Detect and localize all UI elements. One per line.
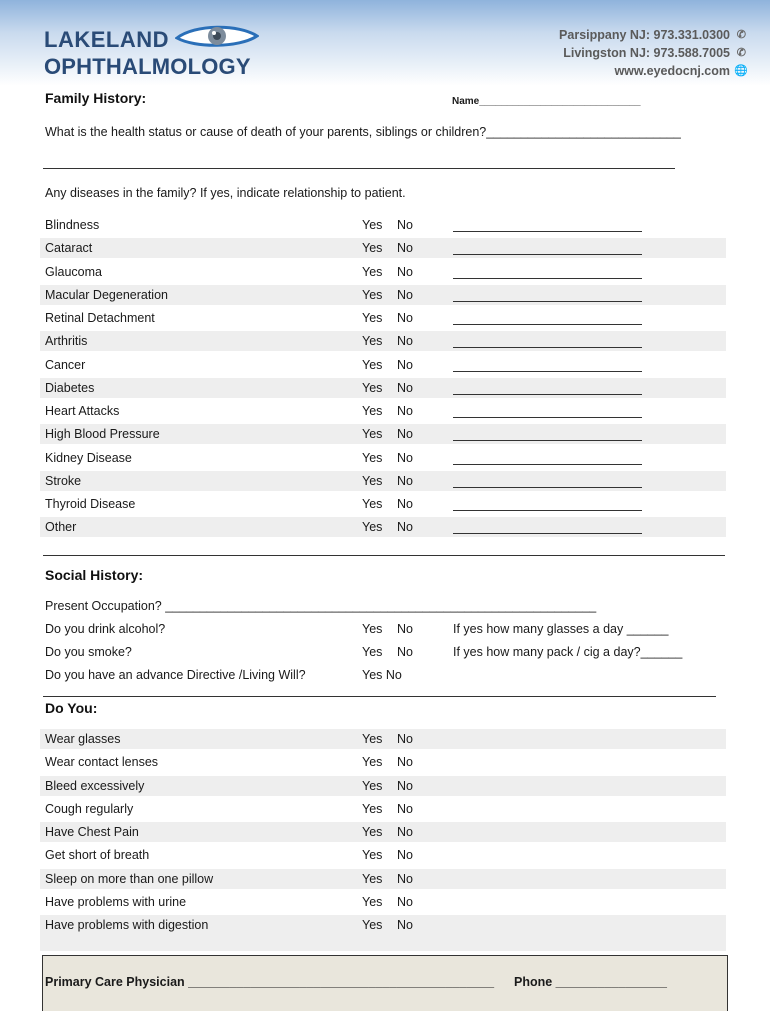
family-condition-label: Thyroid Disease <box>45 497 136 511</box>
row-shading <box>40 378 726 398</box>
yes-option[interactable]: Yes <box>362 520 383 534</box>
phone-parsippany: Parsippany NJ: 973.331.0300 <box>559 28 730 42</box>
directive-yes-no-options[interactable]: Yes No <box>362 668 402 682</box>
yes-option[interactable]: Yes <box>362 451 383 465</box>
yes-option[interactable]: Yes <box>362 895 383 909</box>
no-option[interactable]: No <box>397 520 413 534</box>
relationship-blank[interactable] <box>453 253 642 255</box>
yes-option[interactable]: Yes <box>362 872 383 886</box>
family-condition-label: Glaucoma <box>45 265 102 279</box>
yes-option[interactable]: Yes <box>362 381 383 395</box>
no-option[interactable]: No <box>397 427 413 441</box>
row-shading <box>40 822 726 842</box>
no-option[interactable]: No <box>397 497 413 511</box>
no-option[interactable]: No <box>397 381 413 395</box>
globe-icon: 🌐 <box>734 65 748 77</box>
letterhead <box>0 0 770 86</box>
yes-option[interactable]: Yes <box>362 474 383 488</box>
no-option[interactable]: No <box>397 474 413 488</box>
row-shading <box>40 331 726 351</box>
yes-option[interactable]: Yes <box>362 218 383 232</box>
yes-option[interactable]: Yes <box>362 265 383 279</box>
family-condition-label: Retinal Detachment <box>45 311 155 325</box>
no-option[interactable]: No <box>397 825 413 839</box>
yes-option[interactable]: Yes <box>362 732 383 746</box>
family-condition-label: Heart Attacks <box>45 404 120 418</box>
no-option[interactable]: No <box>397 451 413 465</box>
occupation-field[interactable]: Present Occupation? ______________________________________________________________ <box>45 599 597 613</box>
do-you-item-label: Get short of breath <box>45 848 150 862</box>
logo-text-line1: LAKELAND <box>44 26 169 52</box>
family-condition-label: Stroke <box>45 474 82 488</box>
do-you-item-label: Cough regularly <box>45 802 134 816</box>
relationship-blank[interactable] <box>453 463 642 465</box>
no-option[interactable]: No <box>397 265 413 279</box>
family-condition-label: Diabetes <box>45 381 95 395</box>
smoke-followup-field[interactable]: If yes how many pack / cig a day?______ <box>453 645 683 659</box>
phone-field[interactable]: Phone ________________ <box>514 975 667 989</box>
family-condition-label: Other <box>45 520 77 534</box>
alcohol-no-option[interactable]: No <box>397 622 413 636</box>
do-you-title: Do You: <box>45 700 98 716</box>
yes-option[interactable]: Yes <box>362 427 383 441</box>
no-option[interactable]: No <box>397 755 413 769</box>
directive-question: Do you have an advance Directive /Living Will? <box>45 668 306 682</box>
relationship-blank[interactable] <box>453 300 642 302</box>
practice-logo <box>44 24 259 79</box>
answer-line[interactable] <box>43 167 675 169</box>
no-option[interactable]: No <box>397 732 413 746</box>
social-history-title: Social History: <box>45 567 144 583</box>
no-option[interactable]: No <box>397 241 413 255</box>
smoke-yes-option[interactable]: Yes <box>362 645 383 659</box>
alcohol-followup-field[interactable]: If yes how many glasses a day ______ <box>453 622 669 636</box>
family-condition-label: High Blood Pressure <box>45 427 160 441</box>
yes-option[interactable]: Yes <box>362 334 383 348</box>
do-you-item-label: Sleep on more than one pillow <box>45 872 214 886</box>
yes-option[interactable]: Yes <box>362 404 383 418</box>
no-option[interactable]: No <box>397 918 413 932</box>
yes-option[interactable]: Yes <box>362 918 383 932</box>
relationship-blank[interactable] <box>453 323 642 325</box>
section-divider <box>43 695 716 697</box>
family-condition-label: Cataract <box>45 241 93 255</box>
primary-care-physician-field[interactable]: Primary Care Physician ____________________________________________ <box>45 975 495 989</box>
no-option[interactable]: No <box>397 218 413 232</box>
family-history-title: Family History: <box>45 90 147 106</box>
relationship-blank[interactable] <box>453 416 642 418</box>
no-option[interactable]: No <box>397 311 413 325</box>
yes-option[interactable]: Yes <box>362 848 383 862</box>
relationship-blank[interactable] <box>453 393 642 395</box>
phone-icon: ✆ <box>736 29 746 41</box>
alcohol-question: Do you drink alcohol? <box>45 622 166 636</box>
yes-option[interactable]: Yes <box>362 358 383 372</box>
do-you-item-label: Bleed excessively <box>45 779 145 793</box>
name-field[interactable]: Name_____________________________ <box>452 96 641 107</box>
family-condition-label: Kidney Disease <box>45 451 132 465</box>
smoke-question: Do you smoke? <box>45 645 132 659</box>
alcohol-yes-option[interactable]: Yes <box>362 622 383 636</box>
do-you-item-label: Wear glasses <box>45 732 121 746</box>
no-option[interactable]: No <box>397 779 413 793</box>
no-option[interactable]: No <box>397 872 413 886</box>
smoke-no-option[interactable]: No <box>397 645 413 659</box>
phone-livingston: Livingston NJ: 973.588.7005 <box>563 46 730 60</box>
no-option[interactable]: No <box>397 334 413 348</box>
eye-icon <box>175 24 259 55</box>
no-option[interactable]: No <box>397 895 413 909</box>
relationship-blank[interactable] <box>453 532 642 534</box>
do-you-item-label: Have Chest Pain <box>45 825 139 839</box>
row-shading <box>40 517 726 537</box>
yes-option[interactable]: Yes <box>362 755 383 769</box>
yes-option[interactable]: Yes <box>362 825 383 839</box>
no-option[interactable]: No <box>397 404 413 418</box>
row-shading <box>40 238 726 258</box>
yes-option[interactable]: Yes <box>362 497 383 511</box>
yes-option[interactable]: Yes <box>362 311 383 325</box>
yes-option[interactable]: Yes <box>362 802 383 816</box>
relationship-blank[interactable] <box>453 439 642 441</box>
relationship-blank[interactable] <box>453 230 642 232</box>
row-shading <box>40 729 726 749</box>
no-option[interactable]: No <box>397 848 413 862</box>
yes-option[interactable]: Yes <box>362 288 383 302</box>
logo-text-line2: OPHTHALMOLOGY <box>44 54 251 79</box>
contact-info <box>559 26 746 80</box>
do-you-item-label: Have problems with digestion <box>45 918 209 932</box>
relationship-blank[interactable] <box>453 509 642 511</box>
no-option[interactable]: No <box>397 358 413 372</box>
yes-option[interactable]: Yes <box>362 241 383 255</box>
family-condition-label: Blindness <box>45 218 100 232</box>
section-divider <box>43 554 725 556</box>
row-shading <box>40 471 726 491</box>
do-you-item-label: Have problems with urine <box>45 895 187 909</box>
relationship-blank[interactable] <box>453 370 642 372</box>
health-status-question[interactable]: What is the health status or cause of death of your parents, siblings or children?____________________________ <box>45 125 681 139</box>
family-diseases-question: Any diseases in the family? If yes, indicate relationship to patient. <box>45 186 406 200</box>
family-condition-label: Macular Degeneration <box>45 288 168 302</box>
no-option[interactable]: No <box>397 288 413 302</box>
do-you-item-label: Wear contact lenses <box>45 755 159 769</box>
family-condition-label: Arthritis <box>45 334 88 348</box>
phone-icon: ✆ <box>736 47 746 59</box>
yes-option[interactable]: Yes <box>362 779 383 793</box>
family-condition-label: Cancer <box>45 358 86 372</box>
relationship-blank[interactable] <box>453 486 642 488</box>
relationship-blank[interactable] <box>453 346 642 348</box>
no-option[interactable]: No <box>397 802 413 816</box>
website-link[interactable]: www.eyedocnj.com <box>614 64 730 78</box>
relationship-blank[interactable] <box>453 277 642 279</box>
